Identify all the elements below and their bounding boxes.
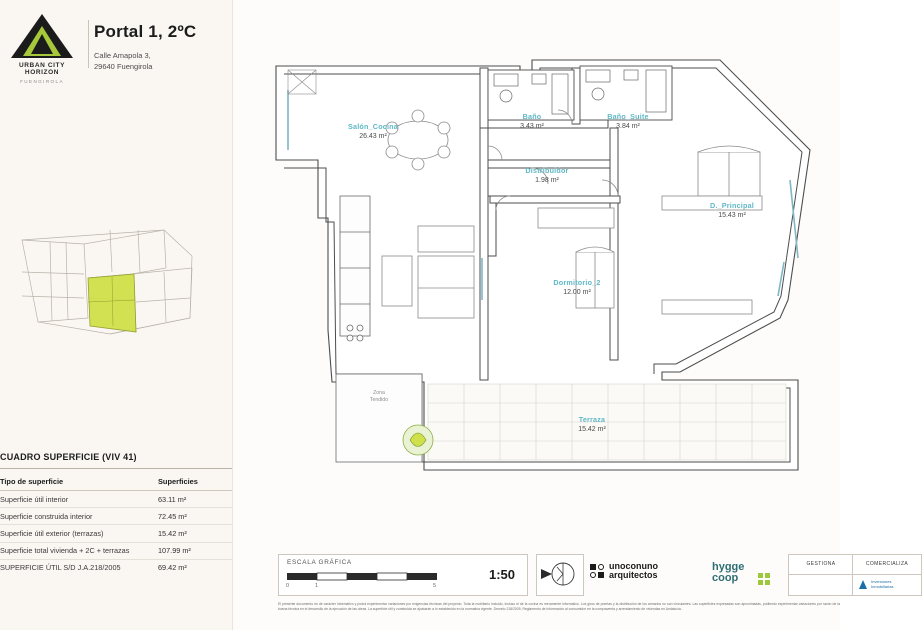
row-label: Superficie útil exterior (terrazas) bbox=[0, 525, 158, 542]
inversiones-line1: Inversiones bbox=[871, 578, 892, 584]
row-label: Superficie útil interior bbox=[0, 491, 158, 508]
gestiona-value-cell bbox=[788, 574, 854, 596]
surface-table bbox=[0, 452, 232, 576]
row-value: 63.11 m² bbox=[158, 491, 232, 508]
row-label: Superficie total vivienda + 2C + terrazas bbox=[0, 542, 158, 559]
header-block bbox=[88, 22, 196, 73]
logo-line1: URBAN CITY bbox=[18, 62, 66, 69]
left-info-panel bbox=[0, 0, 233, 630]
table-row bbox=[0, 542, 232, 559]
unoconuno-line2: arquitectos bbox=[609, 570, 658, 581]
scale-value: 1:50 bbox=[488, 567, 515, 582]
graphic-scale-box bbox=[278, 554, 528, 596]
page-title: Portal 1, 2ºC bbox=[94, 22, 197, 41]
row-label: Superficie construida interior bbox=[0, 508, 158, 525]
sheet-footer bbox=[232, 548, 909, 630]
unoconuno-mark-icon bbox=[590, 564, 604, 578]
inversiones-mark-icon bbox=[858, 579, 868, 590]
apartment-floorplan bbox=[232, 0, 840, 630]
row-value: 72.45 m² bbox=[158, 508, 232, 525]
column-header-type: Tipo de superficie bbox=[0, 474, 158, 491]
unoconuno-logo bbox=[590, 562, 658, 581]
row-value: 107.99 m² bbox=[158, 542, 232, 559]
surface-table-title: CUADRO SUPERFICIE (VIV 41) bbox=[0, 452, 137, 462]
hygge-dots-icon bbox=[758, 573, 770, 585]
comercializa-cell bbox=[852, 554, 922, 576]
row-value: 15.42 m² bbox=[158, 525, 232, 542]
unoconuno-line1: unoconuno bbox=[609, 561, 658, 571]
hygge-line2: coop bbox=[712, 572, 739, 584]
room-label-zona-tendido: Zona Tendido bbox=[369, 390, 389, 404]
scale-tick-start: 0 bbox=[286, 583, 290, 589]
scale-bar-icon bbox=[287, 573, 437, 581]
scale-tick-end: 5 bbox=[433, 583, 437, 589]
room-label-salon-cocina: Salón_Cocina 26.43 m² bbox=[348, 122, 398, 140]
comercializa-label: COMERCIALIZA bbox=[865, 561, 909, 567]
north-arrow-box bbox=[536, 554, 584, 596]
key-plan-diagram bbox=[14, 222, 206, 340]
room-label-terraza: Terraza 15.42 m² bbox=[578, 415, 606, 433]
gestiona-label: GESTIONA bbox=[806, 561, 836, 567]
table-row bbox=[0, 491, 232, 508]
row-value: 69.42 m² bbox=[158, 563, 187, 573]
comercializa-value-cell bbox=[852, 574, 922, 596]
legal-disclaimer: El presente documento es de carácter informativo y podrá experimentar variaciones por exigencias técnicas del proyecto. Toda la mobiliario incluido, incluso el de la cocina es meramente informativo. Los giros de puertas y la distribución de los armarios no son vinculantes. Las superficies expresadas son aproximadas, pudiendo experimentar variaciones por razón de la buena técnica en el desarrollo de la ejecución de las obras. La superficie útil y construida se ajustarán a lo establecido en la normativa vigente. Decreto 218/2005, Reglamento de Información al consumidor en la compraventa y arrendamiento de viviendas en Andalucía. bbox=[278, 602, 840, 612]
hygge-coop-logo bbox=[712, 562, 744, 584]
scale-tick-mid: 1 bbox=[315, 583, 319, 589]
room-label-dormitorio-2: Dormitorio_2 12.00 m² bbox=[553, 278, 601, 296]
inversiones-line2: Inmobiliarias bbox=[871, 583, 894, 589]
room-label-dormitorio-principal: D._Principal 15.43 m² bbox=[710, 201, 754, 219]
brand-logo bbox=[8, 14, 76, 88]
table-row bbox=[0, 559, 232, 576]
scale-label: ESCALA GRÁFICA bbox=[287, 559, 352, 566]
gestiona-cell bbox=[788, 554, 854, 576]
table-row bbox=[0, 508, 232, 525]
address-line-2: 29640 Fuengirola bbox=[94, 62, 153, 72]
room-label-distribuidor: Distribuidor 1.98 m² bbox=[525, 166, 569, 184]
logo-line2: HORIZON bbox=[24, 69, 60, 76]
room-label-bano-suite: Baño_Suite 3.84 m² bbox=[607, 112, 649, 130]
logo-line3: FUENGIROLA bbox=[20, 79, 64, 84]
row-label: SUPERFICIE ÚTIL S/D J.A.218/2005 bbox=[0, 563, 121, 573]
logo-triangle-icon bbox=[11, 14, 73, 60]
address-line-1: Calle Amapola 3, bbox=[94, 51, 151, 60]
table-row bbox=[0, 525, 232, 542]
table-header-row bbox=[0, 474, 232, 491]
column-header-surface: Superficies bbox=[158, 474, 232, 491]
room-label-bano: Baño 3.43 m² bbox=[520, 112, 544, 130]
north-arrow-icon bbox=[537, 555, 581, 593]
hygge-line1: hygge bbox=[712, 561, 745, 573]
footer-logos bbox=[590, 554, 909, 594]
